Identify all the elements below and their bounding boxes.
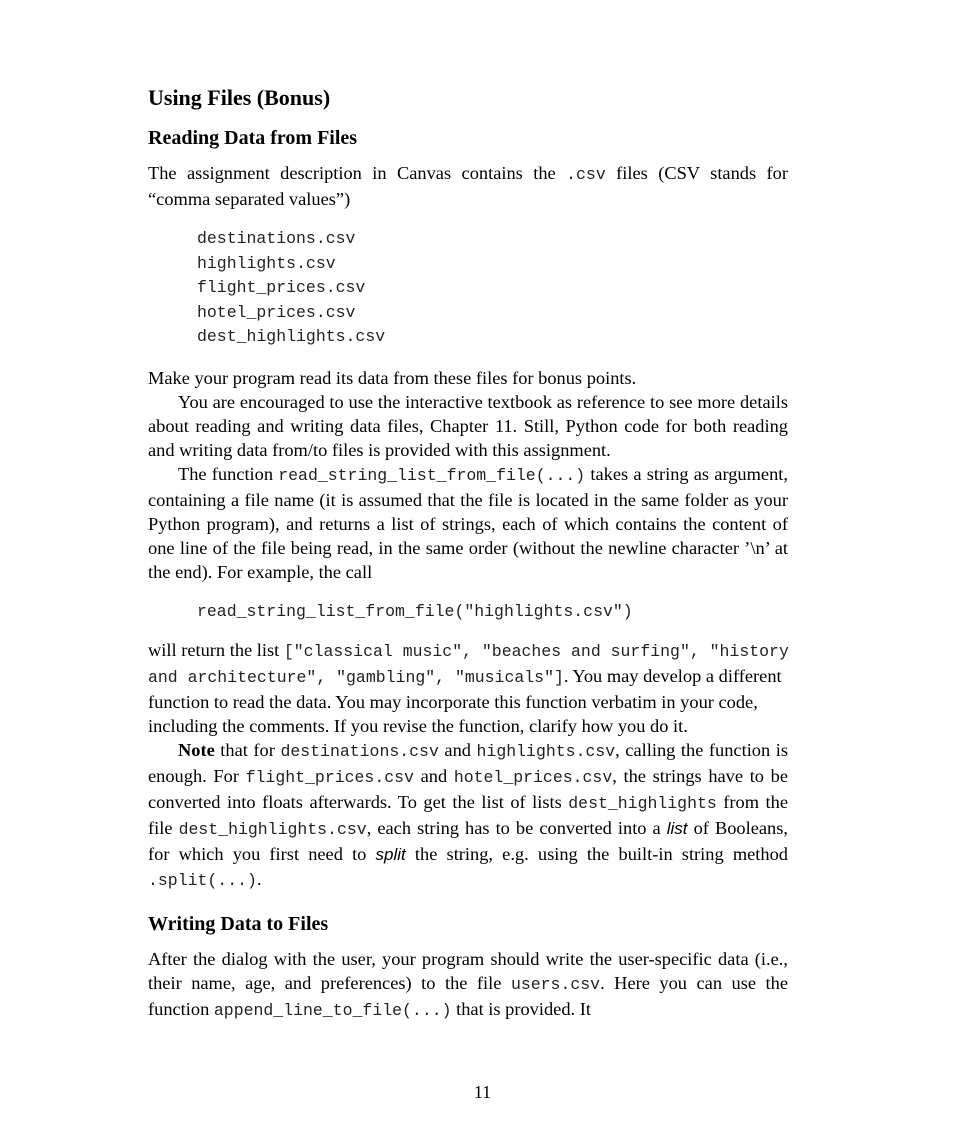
code-users-csv: users.csv (510, 974, 601, 994)
reading-heading: Reading Data from Files (148, 127, 358, 149)
function-description-paragraph: The function read_string_list_from_file(...) takes a string as argument, containing a file name (it is assumed that the file is located in the same folder as your Python program), and returns a list of strings, each of which contains the content of one line of the file being read, in the same order (without the newline character ’\n’ at the end). For example, the call (148, 463, 788, 582)
code-hotel-prices: hotel_prices.csv (453, 767, 613, 787)
section-title: Using Files (Bonus) (148, 85, 331, 110)
code-split: .split(...) (148, 870, 257, 890)
emphasis-list: list (666, 818, 688, 838)
file-list-item: destinations.csv (197, 229, 356, 248)
code-destinations: destinations.csv (280, 741, 439, 761)
reading-intro-paragraph: The assignment description in Canvas contains the .csv files (CSV stands for “comma separated values”) (148, 163, 788, 209)
writing-paragraph: After the dialog with the user, your program should write the user-specific data (i.e., their name, age, and preferences) to the file users.csv. Here you can use the function append_line_to_file(...) that is provided. It (148, 948, 789, 1020)
note-label: Note (178, 739, 215, 760)
file-list-item: hotel_prices.csv (197, 302, 356, 322)
note-paragraph: Note that for destinations.csv and highlights.csv, calling the function is enough. For flight_prices.csv and hotel_prices.csv, the strings have to be converted into floats afterwards. To get the list of lists dest_highlights from the file dest_highlights.csv, each string has to be converted into a list of Booleans, for which you first need to split the string, e.g. using the built-in string method .split(...). (148, 739, 789, 890)
return-list-paragraph: will return the list ["classical music", "beaches and surfing", "history and architecture", "gambling", "musicals"]. You may develop a different function to read the data. You may incorporate this function verbatim in your code, including the comments. If you revise the function, clarify how you do it. (148, 639, 789, 736)
code-dest-highlights-file: dest_highlights.csv (178, 819, 367, 839)
code-append-line: append_line_to_file(...) (213, 1000, 452, 1020)
call-example-code: read_string_list_from_file("highlights.csv") (197, 601, 633, 621)
file-list-item: dest_highlights.csv (197, 327, 386, 346)
textbook-paragraph: You are encouraged to use the interactive textbook as reference to see more details about reading and writing data files, Chapter 11. Still, Python code for both reading and writing data from/to files is provided with this assignment. (148, 391, 788, 460)
emphasis-split: split (375, 844, 406, 864)
writing-heading: Writing Data to Files (148, 912, 329, 935)
page-content (148, 84, 788, 1023)
file-list (197, 227, 788, 350)
code-dest-highlights-var: dest_highlights (568, 793, 717, 813)
file-list-item: highlights.csv (197, 253, 336, 273)
csv-extension-code: .csv (566, 165, 606, 184)
bonus-points-paragraph: Make your program read its data from these files for bonus points. (148, 367, 637, 388)
function-name-code: read_string_list_from_file(...) (278, 465, 586, 485)
page-number: 11 (473, 1082, 492, 1102)
file-list-item: flight_prices.csv (197, 278, 366, 297)
return-list-code: ["classical music", "beaches and surfing", "history and architecture", "gambling", "musicals"] (148, 641, 789, 687)
code-flight-prices: flight_prices.csv (245, 767, 414, 787)
code-highlights: highlights.csv (476, 741, 616, 761)
